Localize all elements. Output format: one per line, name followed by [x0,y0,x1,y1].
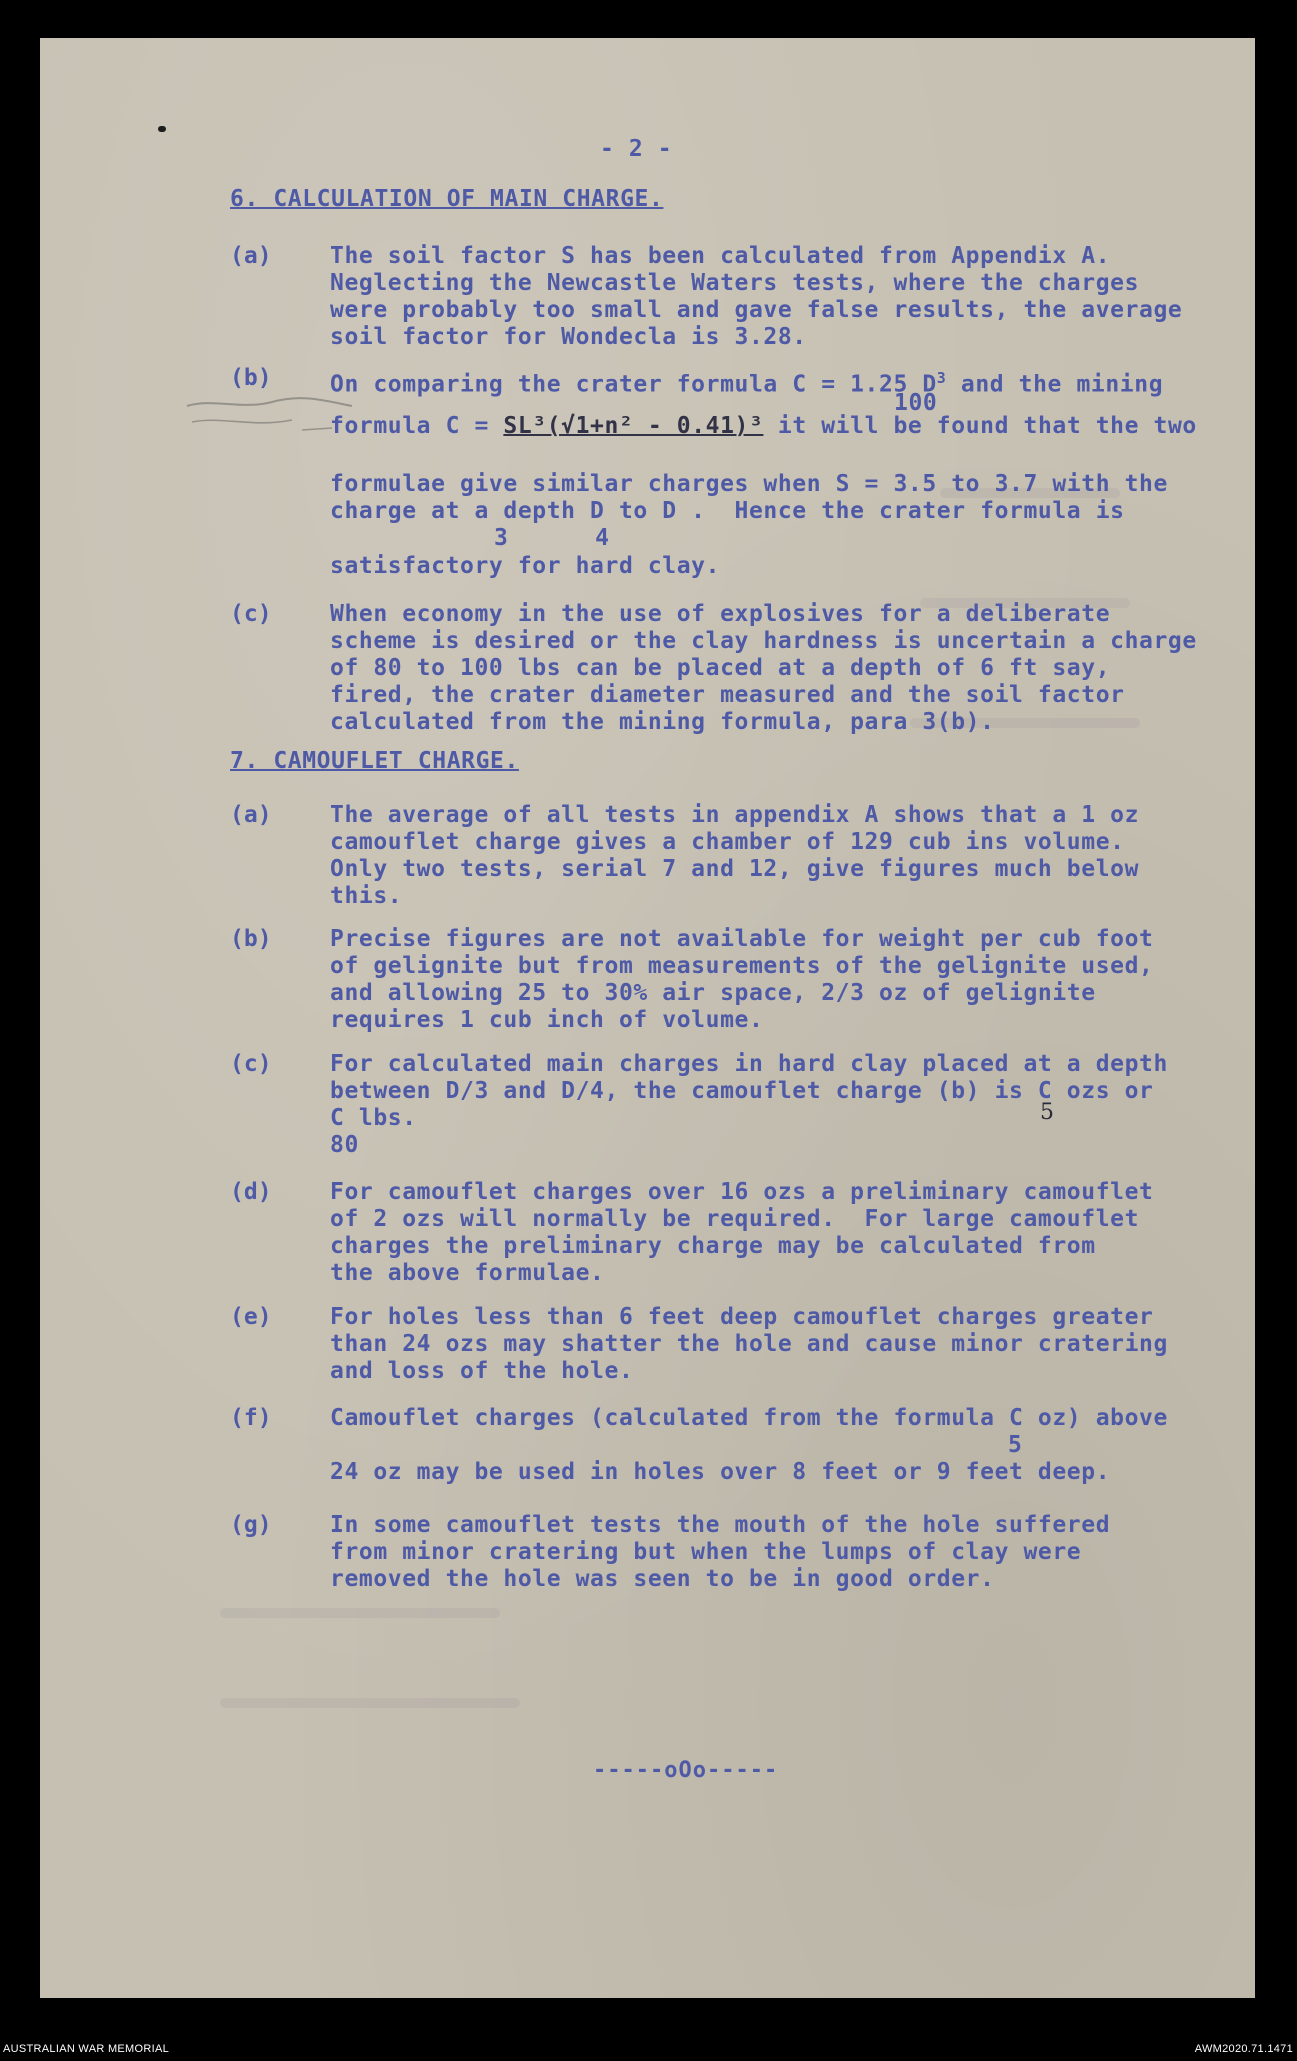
bleed-through-mark [220,1698,520,1708]
para-7a-label: (a) [230,802,272,828]
para-7e: For holes less than 6 feet deep camouflet charges greater than 24 ozs may shatter the hole and cause minor cratering and loss of the hole. [330,1304,1168,1384]
para-7d: For camouflet charges over 16 ozs a preliminary camouflet of 2 ozs will normally be required. For large camouflet charges the preliminary charge may be calculated from the above formulae. [330,1179,1154,1286]
para-6b-line2: formula C = SL³(√1+n² - 0.41)³ it will be found that the two [330,413,1197,439]
para-7b: Precise figures are not available for weight per cub foot of gelignite but from measurements of the gelignite used, and allowing 25 to 30% air space, 2/3 oz of gelignite requires 1 cub inch of volume. [330,926,1154,1033]
document-page [40,38,1255,1998]
para-7a: The average of all tests in appendix A shows that a 1 oz camouflet charge gives a chamber of 129 cub ins volume. Only two tests, serial 7 and 12, give figures much below this. [330,802,1140,909]
para-6b-line3: formulae give similar charges when S = 3.5 to 3.7 with the [330,471,1168,497]
para-7g: In some camouflet tests the mouth of the hole suffered from minor cratering but when the lumps of clay were removed the hole was seen to be in good order. [330,1512,1111,1592]
section-6-heading: 6. CALCULATION OF MAIN CHARGE. [230,186,664,212]
ink-blot [158,126,166,132]
para-6c-label: (c) [230,601,272,627]
para-7f-line1: Camouflet charges (calculated from the formula C oz) above [330,1405,1168,1431]
handwritten-denominator: 5 [1040,1100,1054,1125]
footer-institution: AUSTRALIAN WAR MEMORIAL [3,2043,170,2055]
section-7-heading: 7. CAMOUFLET CHARGE. [230,748,519,774]
bleed-through-mark [220,1608,500,1618]
para-6b-line4: charge at a depth D to D . Hence the crater formula is [330,498,1125,524]
para-6b-denominators: 3 4 [494,525,610,551]
para-7b-label: (b) [230,926,272,952]
end-divider: -----oOo----- [593,1758,779,1783]
para-6b-line1: On comparing the crater formula C = 1.25 $D^3$ and the mining [330,369,1164,398]
para-6b-line5: satisfactory for hard clay. [330,553,721,579]
para-7c-label: (c) [230,1051,272,1077]
para-6a-label: (a) [230,243,272,269]
para-6b-label: (b) [230,365,272,391]
para-6a: The soil factor S has been calculated from Appendix A. Neglecting the Newcastle Waters tests, where the charges were probably too small and gave false results, the average soil factor for Wondecla is 3.28. [330,243,1183,350]
footer-accession-number: AWM2020.71.1471 [1194,2043,1293,2055]
para-7f-label: (f) [230,1405,272,1431]
para-7f-denominator: 5 [1008,1432,1023,1458]
para-6b-denominator: 100 [894,390,938,416]
para-7e-label: (e) [230,1304,272,1330]
para-7f-line2: 24 oz may be used in holes over 8 feet or 9 feet deep. [330,1459,1111,1485]
para-6c: When economy in the use of explosives for a deliberate scheme is desired or the clay hardness is uncertain a charge of 80 to 100 lbs can be placed at a depth of 6 ft say, fired, the crater diameter measured and the soil factor calculated from the mining formula, para 3(b). [330,601,1197,735]
para-7c: For calculated main charges in hard clay placed at a depth between D/3 and D/4, the camouflet charge (b) is C ozs or C lbs. 80 [330,1051,1168,1158]
page-number: - 2 - [600,136,673,162]
para-7g-label: (g) [230,1512,272,1538]
para-7d-label: (d) [230,1179,272,1205]
